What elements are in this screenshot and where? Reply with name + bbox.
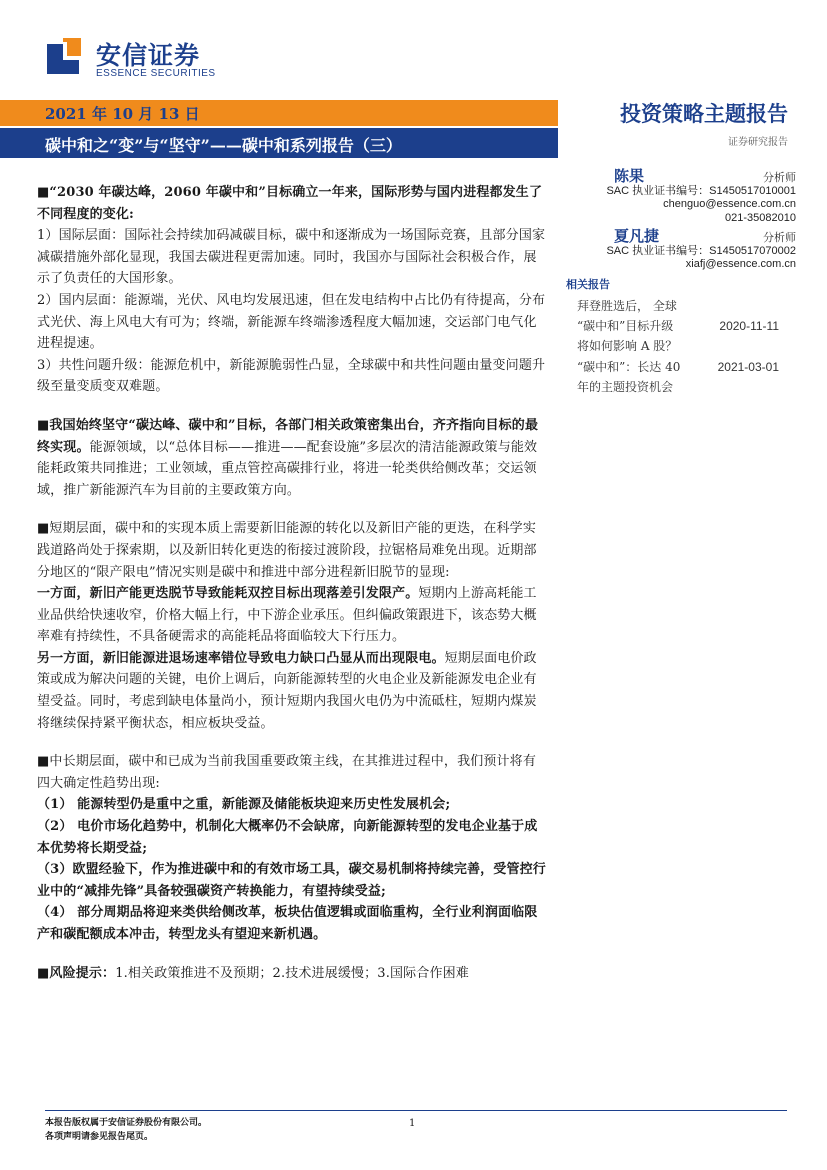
section1-heading: ■“2030 年碳达峰，2060 年碳中和”目标确立一年来，国际形势与国内进程都发生了不同程度的变化:	[37, 185, 543, 222]
section2-heading: ■我国始终坚守“碳达峰、碳中和”目标，各部门相关政策密集出台，齐齐指向目标的最终实现。	[37, 417, 539, 455]
related-report-line: 年的主题投资机会	[577, 380, 674, 394]
section4-item4: （4） 部分周期品将迎来类供给侧改革，板块估值逻辑或面临重构，全行业利润面临限产和碳配额成本冲击，转型龙头有望迎来新机遇。	[37, 905, 538, 942]
section3-point2-text: 短期层面电价政策或成为解决问题的关键，电价上调后，向新能源转型的火电企业及新能源发电企业有望受益。同时，考虑到缺电体量尚小，预计短期内我国火电仍为中流砥柱，短期内煤炭将继续保持紧平衡状态，相应板块受益。	[37, 650, 537, 731]
related-report-date: 2021-03-01	[717, 360, 779, 374]
section4-intro: ■中长期层面，碳中和已成为当前我国重要政策主线，在其推进过程中，我们预计将有四大确定性趋势出现:	[37, 754, 536, 791]
section3-point1-text: 短期内上游高耗能工业品供给快速收窄，价格大幅上行，中下游企业承压。但纠偏政策跟进下，该态势大概率难有持续性，不具备硬需求的高能耗品将面临较大下行压力。	[37, 586, 537, 645]
footer-copyright: 本报告版权属于安信证券股份有限公司。	[45, 1118, 208, 1128]
section3-intro: ■短期层面，碳中和的实现本质上需要新旧能源的转化以及新旧产能的更迭，在科学实践道路尚处于探索期，以及新旧转化更迭的衔接过渡阶段，拉锯格局难免出现。近期部分地区的“限产限电”情况实则是碳中和推进中部分进程新旧脱节的显现:	[37, 521, 537, 580]
analyst-sac: SAC 执业证书编号：S1450517070002	[606, 244, 796, 257]
section1-common: 3）共性问题升级：能源危机中，新能源脆弱性凸显，全球碳中和共性问题由量变问题升级至量变质变双难题。	[37, 357, 546, 395]
related-report-item[interactable]	[577, 296, 779, 356]
analyst-sac: SAC 执业证书编号：S1450517010001	[606, 184, 796, 197]
logo-text-en: ESSENCE SECURITIES	[96, 68, 216, 79]
analyst-name: 夏凡捷	[614, 227, 660, 245]
page-number: 1	[409, 1118, 416, 1129]
main-content	[37, 182, 547, 984]
essence-logo-icon	[45, 36, 83, 76]
related-reports-title: 相关报告	[566, 278, 610, 291]
related-report-line: 拜登胜选后， 全球	[577, 299, 677, 313]
footer-disclaimer	[45, 1116, 207, 1144]
analyst-name: 陈果	[614, 167, 645, 185]
analyst-role: 分析师	[763, 231, 796, 244]
section4-item2: （2） 电价市场化趋势中，机制化大概率仍不会缺席，向新能源转型的发电企业基于成本优势将长期受益;	[37, 819, 538, 856]
related-report-date: 2020-11-11	[719, 319, 779, 333]
related-report-item[interactable]	[577, 357, 779, 397]
related-report-line: “碳中和”：长达 40	[577, 360, 681, 374]
section1-domestic: 2）国内层面：能源端，光伏、风电均发展迅速，但在发电结构中占比仍有待提高，分布式光伏、海上风电大有可为；终端，新能源车终端渗透程度大幅加速，交运部门电气化进程提速。	[37, 292, 546, 352]
analyst-card	[566, 227, 796, 272]
report-date: 2021 年 10 月 13 日	[45, 105, 200, 123]
section3-point2	[37, 648, 547, 734]
section3-point1	[37, 583, 547, 648]
analyst-email[interactable]: chenguo@essence.com.cn	[663, 198, 796, 210]
section2-body: 能源领域，以“总体目标——推进——配套设施”多层次的清洁能源政策与能效能耗政策共同推进；工业领域，重点管控高碳排行业，将进一轮类供给侧改革；交运领域，推广新能源汽车为目前的主要政策方向。	[37, 439, 538, 498]
section2-paragraph	[37, 415, 547, 501]
footer-divider	[45, 1110, 787, 1111]
footer-note: 各项声明请参见报告尾页。	[45, 1132, 154, 1142]
report-type: 投资策略主题报告	[620, 101, 788, 126]
report-title: 碳中和之“变”与“坚守”——碳中和系列报告（三）	[45, 136, 402, 155]
related-report-line: 将如何影响 A 股？	[577, 339, 678, 353]
section3-point1-head: 一方面，新旧产能更迭脱节导致能耗双控目标出现落差引发限产。	[37, 586, 419, 602]
section3-point2-head: 另一方面，新旧能源进退场速率错位导致电力缺口凸显从而出现限电。	[37, 650, 445, 666]
logo-text-cn: 安信证券	[96, 41, 201, 70]
analyst-email[interactable]: xiafj@essence.com.cn	[685, 258, 796, 270]
section4-item1: （1） 能源转型仍是重中之重，新能源及储能板块迎来历史性发展机会;	[37, 797, 451, 813]
report-subtype: 证券研究报告	[728, 137, 788, 148]
section1-intl: 1）国际层面：国际社会持续加码减碳目标，碳中和逐渐成为一场国际竞赛，且部分国家减碳措施外部化显现，我国去碳进程更需加速。同时，我国亦与国际社会积极合作，展示了负责任的大国形象。	[37, 228, 546, 287]
risk-heading: ■风险提示：	[37, 965, 116, 981]
risk-text: 1.相关政策推进不及预期；2.技术进展缓慢；3.国际合作困难	[115, 965, 469, 981]
related-report-line: “碳中和”目标升级	[577, 319, 674, 333]
analyst-card	[566, 167, 796, 225]
section4-item3: （3）欧盟经验下，作为推进碳中和的有效市场工具，碳交易机制将持续完善，受管控行业中的“减排先锋”具备较强碳资产转换能力，有望持续受益;	[37, 862, 546, 899]
analyst-phone: 021-35082010	[725, 211, 796, 224]
risk-paragraph	[37, 963, 547, 985]
analyst-role: 分析师	[763, 171, 796, 184]
